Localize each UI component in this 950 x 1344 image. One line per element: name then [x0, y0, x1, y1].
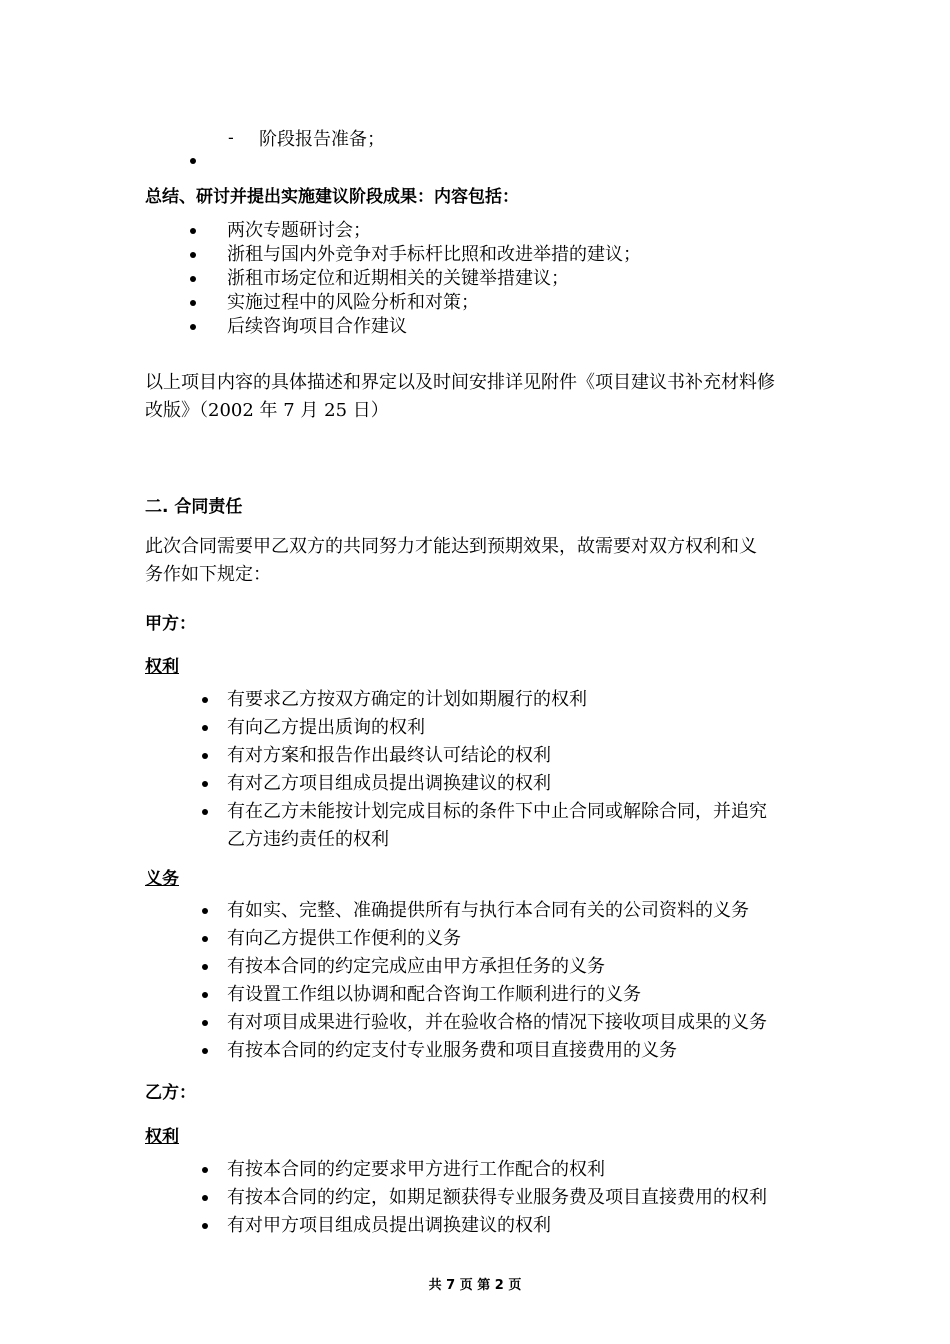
list-item: 有对方案和报告作出最终认可结论的权利 — [227, 745, 551, 766]
bullet-icon — [202, 697, 208, 703]
dash-marker: - — [228, 128, 234, 147]
bullet-icon — [202, 1223, 208, 1229]
subitem-text: 阶段报告准备； — [259, 129, 385, 150]
bullet-icon — [190, 252, 196, 258]
list-item: 有按本合同的约定，如期足额获得专业服务费及项目直接费用的权利 — [227, 1187, 767, 1208]
list-item: 有对甲方项目组成员提出调换建议的权利 — [227, 1215, 551, 1236]
bullet-icon — [202, 1195, 208, 1201]
list-item: 有按本合同的约定要求甲方进行工作配合的权利 — [227, 1159, 605, 1180]
list-item: 有要求乙方按双方确定的计划如期履行的权利 — [227, 689, 587, 710]
party-b-rights-label: 权利 — [145, 1127, 179, 1147]
bullet-icon — [202, 908, 208, 914]
bullet-icon — [202, 725, 208, 731]
summary-heading: 总结、研讨并提出实施建议阶段成果：内容包括： — [145, 187, 519, 207]
list-item: 两次专题研讨会； — [227, 220, 371, 241]
bullet-icon — [202, 781, 208, 787]
list-item: 浙租市场定位和近期相关的关键举措建议； — [227, 268, 569, 289]
list-item: 有按本合同的约定支付专业服务费和项目直接费用的义务 — [227, 1040, 677, 1061]
list-item-continuation: 乙方违约责任的权利 — [227, 829, 389, 850]
bullet-icon — [190, 324, 196, 330]
bullet-icon — [202, 1167, 208, 1173]
bullet-icon — [190, 228, 196, 234]
bullet-icon — [190, 276, 196, 282]
intro-line: 务作如下规定： — [145, 564, 271, 585]
list-item: 有按本合同的约定完成应由甲方承担任务的义务 — [227, 956, 605, 977]
bullet-icon — [190, 158, 196, 164]
note-line: 以上项目内容的具体描述和界定以及时间安排详见附件《项目建议书补充材料修 — [145, 372, 775, 393]
party-a-rights-label: 权利 — [145, 657, 179, 677]
bullet-icon — [202, 753, 208, 759]
party-b-label: 乙方： — [145, 1083, 196, 1103]
bullet-icon — [202, 992, 208, 998]
list-item: 有设置工作组以协调和配合咨询工作顺利进行的义务 — [227, 984, 641, 1005]
party-a-duties-label: 义务 — [145, 869, 179, 889]
party-a-label: 甲方： — [145, 614, 196, 634]
list-item: 浙租与国内外竞争对手标杆比照和改进举措的建议； — [227, 244, 641, 265]
list-item: 有对项目成果进行验收，并在验收合格的情况下接收项目成果的义务 — [227, 1012, 767, 1033]
list-item: 有对乙方项目组成员提出调换建议的权利 — [227, 773, 551, 794]
bullet-icon — [190, 300, 196, 306]
bullet-icon — [202, 964, 208, 970]
intro-line: 此次合同需要甲乙双方的共同努力才能达到预期效果，故需要对双方权利和义 — [145, 536, 757, 557]
note-line: 改版》（2002 年 7 月 25 日） — [145, 400, 389, 421]
list-item: 有向乙方提出质询的权利 — [227, 717, 425, 738]
list-item: 有向乙方提供工作便利的义务 — [227, 928, 461, 949]
bullet-icon — [202, 1048, 208, 1054]
page-footer: 共 7 页 第 2 页 — [428, 1278, 522, 1293]
bullet-icon — [202, 1020, 208, 1026]
list-item: 后续咨询项目合作建议 — [227, 316, 407, 337]
list-item: 实施过程中的风险分析和对策； — [227, 292, 479, 313]
list-item: 有如实、完整、准确提供所有与执行本合同有关的公司资料的义务 — [227, 900, 749, 921]
list-item: 有在乙方未能按计划完成目标的条件下中止合同或解除合同，并追究 — [227, 801, 767, 822]
bullet-icon — [202, 936, 208, 942]
bullet-icon — [202, 809, 208, 815]
section-title: 二. 合同责任 — [145, 497, 243, 517]
